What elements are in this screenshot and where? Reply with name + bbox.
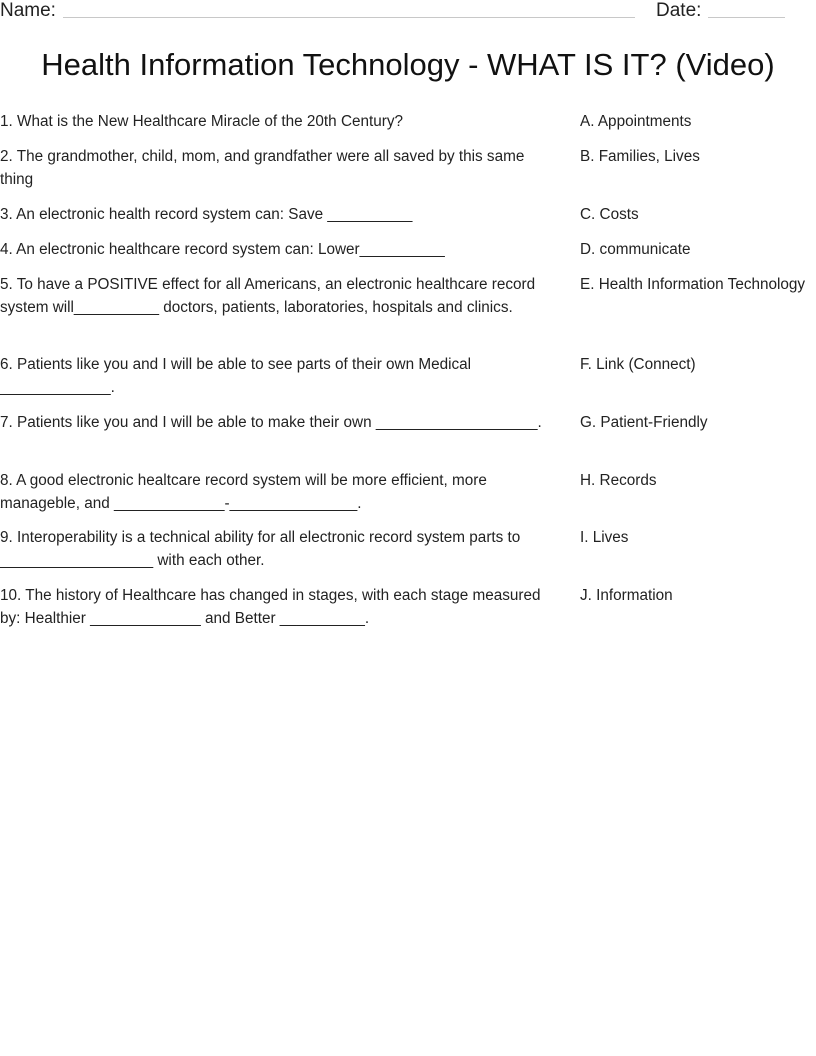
question-text: 2. The grandmother, child, mom, and grandfather were all saved by this same thing: [0, 148, 525, 188]
question-text: 7. Patients like you and I will be able to make their own ___________________.: [0, 414, 542, 431]
answer-option: E. Health Information Technology: [580, 276, 806, 293]
date-label: Date:: [656, 0, 702, 21]
name-label: Name:: [0, 0, 56, 21]
worksheet-title: Health Information Technology - WHAT IS IT? (Video): [41, 47, 775, 82]
name-date-header: [0, 0, 816, 24]
answer-option: I. Lives: [580, 529, 629, 546]
question-text: 10. The history of Healthcare has changed in stages, with each stage measured by: Healthier _____________ and Better __________.: [0, 587, 541, 627]
answer-option: D. communicate: [580, 241, 691, 258]
question-text: 8. A good electronic healtcare record system will be more efficient, more manageble, and _____________-_______________.: [0, 472, 487, 512]
question-text: 9. Interoperability is a technical ability for all electronic record system parts to __________________ with each other.: [0, 529, 521, 569]
name-blank-line: [63, 17, 635, 18]
answer-option: B. Families, Lives: [580, 148, 700, 165]
answer-option: C. Costs: [580, 206, 639, 223]
answer-option: H. Records: [580, 472, 657, 489]
question-text: 5. To have a POSITIVE effect for all Americans, an electronic healthcare record system will__________ doctors, patients, laboratories, hospitals and clinics.: [0, 276, 536, 316]
answer-option: A. Appointments: [580, 113, 692, 130]
date-blank-line: [708, 17, 785, 18]
answer-option: G. Patient-Friendly: [580, 414, 708, 431]
question-text: 4. An electronic healthcare record system can: Lower__________: [0, 241, 445, 258]
question-text: 3. An electronic health record system can: Save __________: [0, 206, 413, 223]
answer-option: F. Link (Connect): [580, 356, 696, 373]
question-text: 1. What is the New Healthcare Miracle of the 20th Century?: [0, 113, 404, 130]
answer-option: J. Information: [580, 587, 673, 604]
question-text: 6. Patients like you and I will be able to see parts of their own Medical _____________.: [0, 356, 472, 396]
